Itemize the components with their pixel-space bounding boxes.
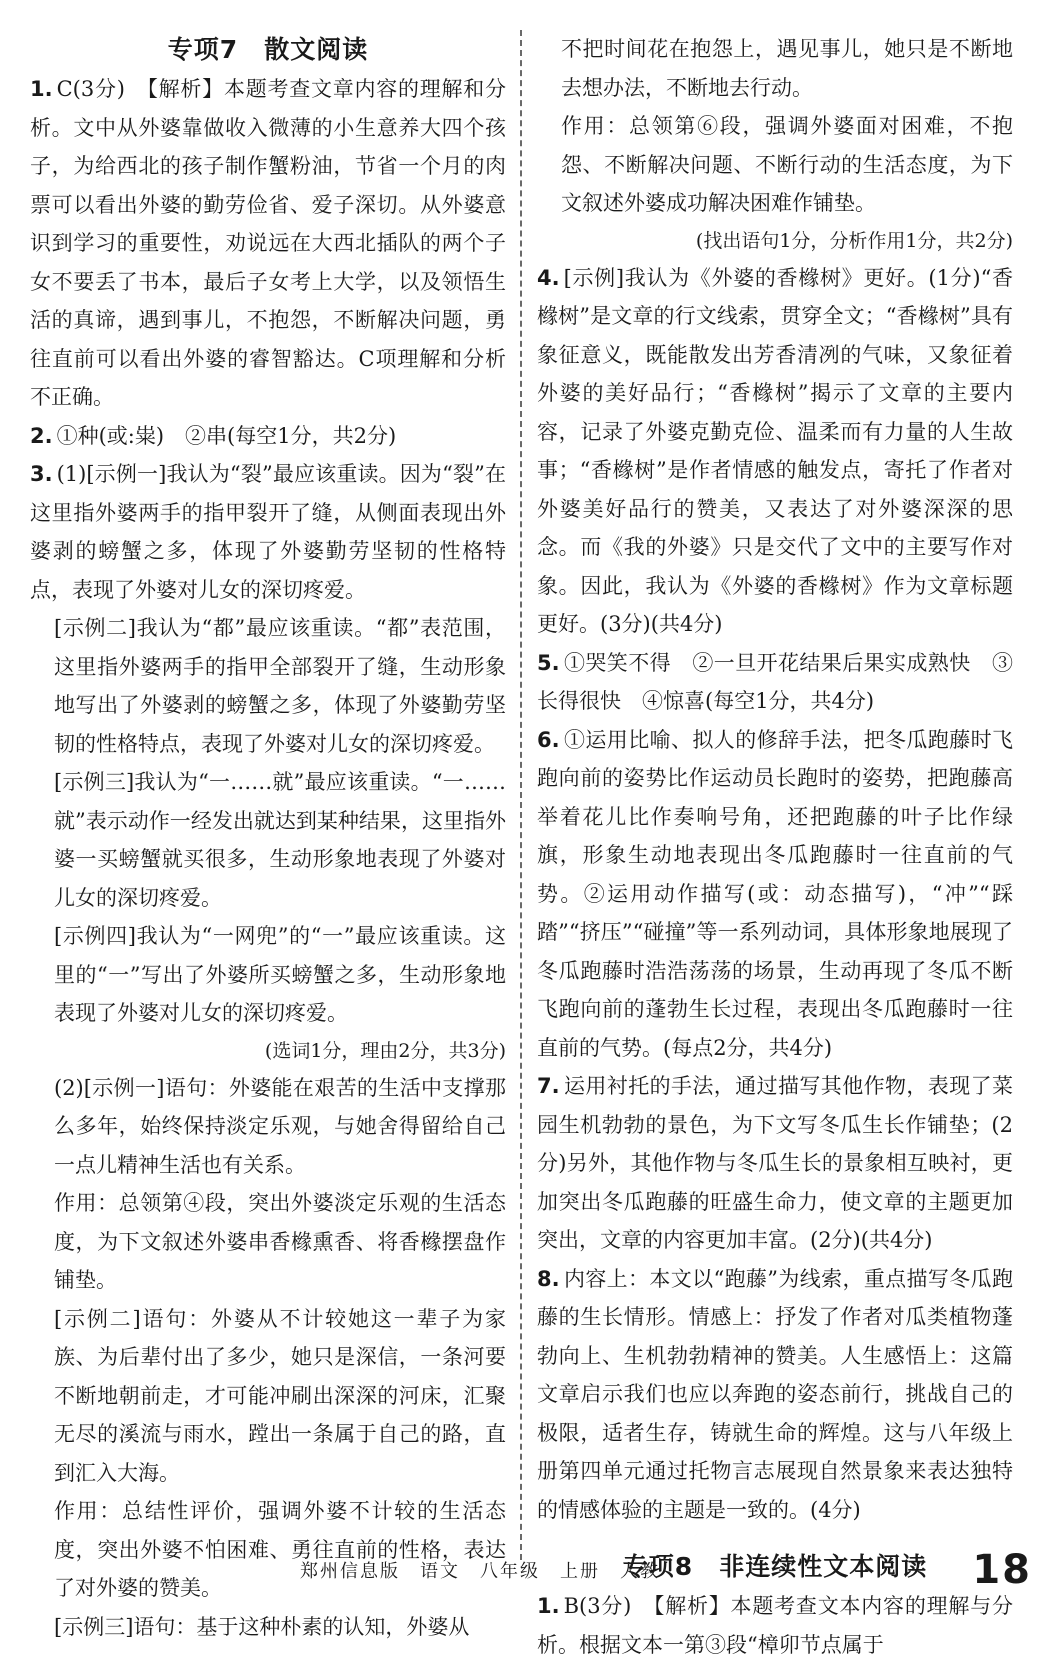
question-number: 3.	[30, 462, 53, 486]
question-number: 6.	[537, 727, 560, 752]
column-divider	[520, 30, 522, 1560]
page-footer	[0, 1547, 1060, 1593]
right-body-2	[537, 1587, 1013, 1664]
answer-paragraph	[537, 721, 1013, 1068]
answer-paragraph	[537, 1260, 1013, 1530]
answer-paragraph	[30, 763, 506, 917]
section-title-8: 专项8 非连续性文本阅读	[622, 1552, 928, 1581]
answer-text: [示例二]我认为“都”最应该重读。“都”表范围，这里指外婆两手的指甲全部裂开了缝，生动形象地写出了外婆剥的螃蟹之多，体现了外婆勤劳坚韧的性格特点，表现了外婆对儿女的深切疼爱。	[54, 616, 506, 756]
footer-edition-text: 郑州信息版 语文 八年级 上册 人教	[300, 1561, 660, 1582]
answer-text: 作用：总领第⑥段，强调外婆面对困难，不抱怨、不断解决问题、不断行动的生活态度，为下文叙述外婆成功解决困难作铺垫。	[561, 114, 1013, 215]
left-column	[30, 30, 506, 1646]
question-number: 1.	[30, 77, 53, 101]
question-number: 1.	[537, 1594, 560, 1618]
answer-paragraph	[30, 917, 506, 1033]
answer-text: (选词1分，理由2分，共3分)	[264, 1039, 506, 1062]
answer-paragraph	[30, 455, 506, 609]
answer-text: 作用：总领第④段，突出外婆淡定乐观的生活态度，为下文叙述外婆串香橼熏香、将香橼摆盘作铺垫。	[54, 1191, 506, 1292]
answer-paragraph	[30, 70, 506, 417]
answer-text: [示例三]语句：基于这种朴素的认知，外婆从	[54, 1614, 470, 1639]
answer-text: C(3分) 【解析】本题考查文章内容的理解和分析。文中从外婆靠做收入微薄的小生意养大四个孩子，为给西北的孩子制作蟹粉油，节省一个月的肉票可以看出外婆的勤劳俭省、爱子深切。从外婆意识到学习的重要性，劝说远在大西北插队的两个子女不要丢了书本，最后子女考上大学，以及领悟生活的真谛，遇到事儿，不抱怨，不断解决问题，勇往直前可以看出外婆的睿智豁达。C项理解和分析不正确。	[30, 77, 506, 409]
page-number: 18	[972, 1547, 1032, 1593]
question-number: 5.	[537, 650, 560, 675]
question-number: 7.	[537, 1074, 560, 1098]
answer-text: [示例四]我认为“一网兜”的“一”最应该重读。这里的“一”写出了外婆所买螃蟹之多，生动形象地表现了外婆对儿女的深切疼爱。	[54, 924, 506, 1025]
answer-paragraph	[30, 1300, 506, 1493]
answer-text: 内容上：本文以“跑藤”为线索，重点描写冬瓜跑藤的生长情形。情感上：抒发了作者对瓜类植物蓬勃向上、生机勃勃精神的赞美。人生感悟上：这篇文章启示我们也应以奔跑的姿态前行，挑战自己的极限，适者生存，铸就生命的辉煌。这与八年级上册第四单元通过托物言志展现自然景象来表达独特的情感体验的主题是一致的。(4分)	[537, 1266, 1013, 1522]
answer-paragraph	[537, 223, 1013, 259]
answer-text: 运用衬托的手法，通过描写其他作物，表现了菜园生机勃勃的景色，为下文写冬瓜生长作铺垫；(2分)另外，其他作物与冬瓜生长的景象相互映衬，更加突出冬瓜跑藤的旺盛生命力，使文章的主题更加突出，文章的内容更加丰富。(2分)(共4分)	[537, 1074, 1013, 1252]
answer-text: [示例]我认为《外婆的香橼树》更好。(1分)“香橼树”是文章的行文线索，贯穿全文；“香橼树”具有象征意义，既能散发出芳香清冽的气味，又象征着外婆的美好品行；“香橼树”揭示了文章的主要内容，记录了外婆克勤克俭、温柔而有力量的人生故事；“香橼树”是作者情感的触发点，寄托了作者对外婆美好品行的赞美，又表达了对外婆深深的思念。而《我的外婆》只是交代了文中的主要写作对象。因此，我认为《外婆的香橼树》作为文章标题更好。(3分)(共4分)	[537, 265, 1013, 636]
question-number: 4.	[537, 265, 560, 290]
answer-text: 作用：总结性评价，强调外婆不计较的生活态度，突出外婆不怕困难、勇往直前的性格，表达了对外婆的赞美。	[54, 1499, 506, 1600]
answer-paragraph	[30, 1069, 506, 1185]
question-number: 2.	[30, 423, 53, 448]
answer-text: [示例二]语句：外婆从不计较她这一辈子为家族、为后辈付出了多少，她只是深信，一条河要不断地朝前走，才可能冲刷出深深的河床，汇聚无尽的溪流与雨水，蹚出一条属于自己的路，直到汇入大海。	[54, 1306, 506, 1485]
section-title-7: 专项7 散文阅读	[167, 35, 369, 64]
answer-paragraph	[537, 107, 1013, 223]
answer-text: ①哭笑不得 ②一旦开花结果后果实成熟快 ③长得很快 ④惊喜(每空1分，共4分)	[537, 650, 1013, 713]
right-column	[537, 30, 1013, 1664]
answer-paragraph	[537, 1067, 1013, 1260]
answer-paragraph	[537, 259, 1013, 644]
answer-paragraph	[30, 1608, 506, 1647]
left-body	[30, 70, 506, 1646]
right-body	[537, 30, 1013, 1529]
answer-paragraph	[30, 1184, 506, 1300]
question-number: 8.	[537, 1266, 560, 1291]
answer-text: (2)[示例一]语句：外婆能在艰苦的生活中支撑那么多年，始终保持淡定乐观，与她舍得留给自己一点儿精神生活也有关系。	[54, 1075, 506, 1177]
answer-text: [示例三]我认为“一……就”最应该重读。“一……就”表示动作一经发出就达到某种结果，这里指外婆一买螃蟹就买很多，生动形象地表现了外婆对儿女的深切疼爱。	[54, 770, 506, 910]
answer-paragraph	[30, 1033, 506, 1069]
answer-paragraph	[537, 30, 1013, 107]
answer-paragraph	[537, 1587, 1013, 1664]
answer-text: (找出语句1分，分析作用1分，共2分)	[695, 229, 1013, 252]
answer-text: B(3分) 【解析】本题考查文本内容的理解与分析。根据文本一第③段“樟卯节点属于	[537, 1594, 1013, 1657]
answer-text: 不把时间花在抱怨上，遇见事儿，她只是不断地去想办法，不断地去行动。	[561, 37, 1013, 100]
answer-text: ①运用比喻、拟人的修辞手法，把冬瓜跑藤时飞跑向前的姿势比作运动员长跑时的姿势，把跑藤高举着花儿比作奏响号角，还把跑藤的叶子比作绿旗，形象生动地表现出冬瓜跑藤时一往直前的气势。②运用动作描写(或：动态描写)，“冲”“踩踏”“挤压”“碰撞”等一系列动词，具体形象地展现了冬瓜跑藤时浩浩荡荡的场景，生动再现了冬瓜不断飞跑向前的蓬勃生长过程，表现出冬瓜跑藤时一往直前的气势。(每点2分，共4分)	[537, 727, 1013, 1060]
answer-text: (1)[示例一]我认为“裂”最应该重读。因为“裂”在这里指外婆两手的指甲裂开了缝，从侧面表现出外婆剥的螃蟹之多，体现了外婆勤劳坚韧的性格特点，表现了外婆对儿女的深切疼爱。	[30, 462, 506, 602]
answer-paragraph	[30, 417, 506, 456]
answer-paragraph	[537, 644, 1013, 721]
answer-text: ①种(或:粜) ②串(每空1分，共2分)	[56, 423, 397, 448]
answer-paragraph	[30, 609, 506, 763]
